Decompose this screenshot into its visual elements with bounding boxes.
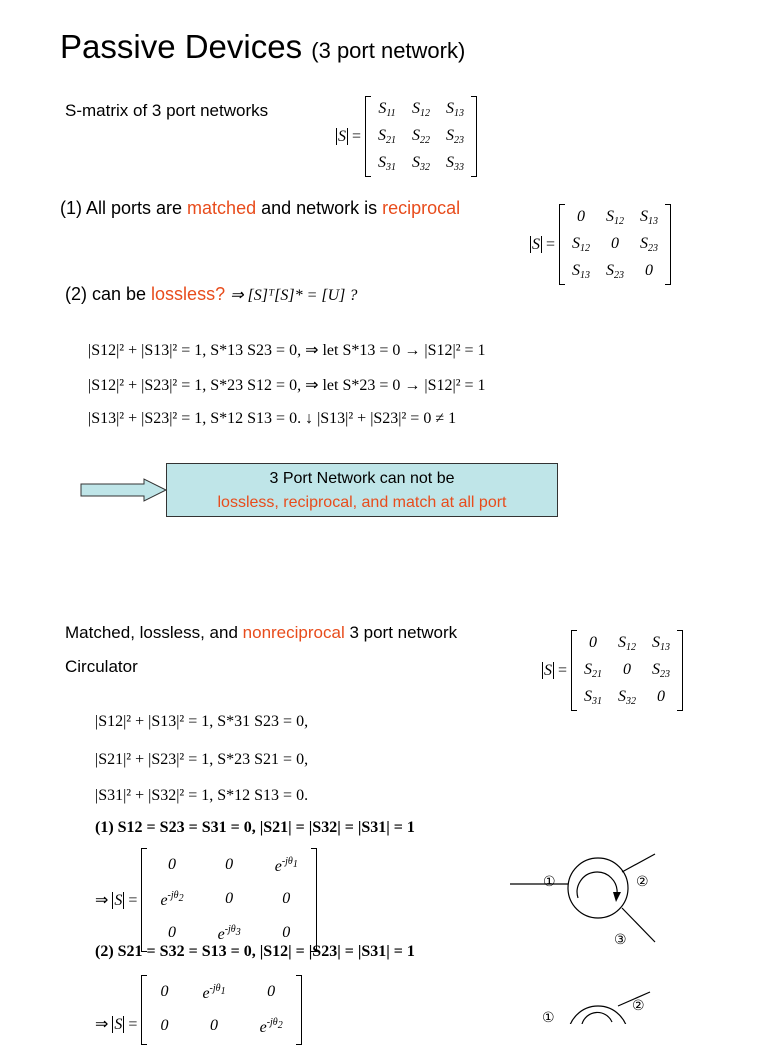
cond1-prefix: (1) All ports are bbox=[60, 198, 188, 218]
recip-cell-11: 0 bbox=[577, 208, 586, 225]
title-sub: (3 port network) bbox=[311, 38, 466, 63]
circ-cell-31: $S_{31}$ bbox=[584, 688, 603, 707]
right-arrow-icon bbox=[80, 478, 170, 504]
cond1-mid: and network is bbox=[256, 198, 383, 218]
recip-cell-21: $S_{12}$ bbox=[572, 235, 591, 254]
case1-s-matrix: ⇒ S = 0 0 $e^{-j\theta_1}$ $e^{-j\theta_2}$ 0 0 0 $e^{-j\theta_3}$ 0 bbox=[95, 848, 317, 952]
recip-cell-23: $S_{23}$ bbox=[640, 235, 659, 254]
recip-cell-33: 0 bbox=[645, 262, 654, 279]
cond1-reciprocal: reciprocal bbox=[382, 198, 461, 218]
circ-cell-12: $S_{12}$ bbox=[618, 634, 637, 653]
equation-1: |S12|² + |S13|² = 1, S*13 S23 = 0, ⇒ let S*13 = 0 → |S12|² = 1 bbox=[88, 342, 486, 359]
case1-cell-32: $e^{-j\theta_3}$ bbox=[217, 924, 241, 943]
smatrix-label: S-matrix of 3 port networks bbox=[65, 101, 269, 120]
circ-cell-32: $S_{32}$ bbox=[618, 688, 637, 707]
case1-cell-23: 0 bbox=[282, 890, 291, 907]
case-1: (1) S12 = S23 = S31 = 0, |S21| = |S32| = |S31| = 1 bbox=[95, 819, 415, 836]
port-2-label: ② bbox=[636, 874, 649, 890]
case1-cell-22: 0 bbox=[225, 890, 234, 907]
circ-equation-2: |S21|² + |S23|² = 1, S*23 S21 = 0, bbox=[95, 751, 309, 768]
equation-2: |S12|² + |S23|² = 1, S*23 S12 = 0, ⇒ let S*23 = 0 → |S12|² = 1 bbox=[88, 377, 486, 394]
case2-cell-23: $e^{-j\theta_2}$ bbox=[259, 1017, 283, 1036]
recip-cell-31: $S_{13}$ bbox=[572, 262, 591, 281]
heading-prefix: Matched, lossless, and bbox=[65, 623, 243, 642]
condition-1 bbox=[60, 198, 460, 219]
case2-s-matrix: ⇒ S = 0 $e^{-j\theta_1}$ 0 0 0 $e^{-j\theta_2}$ bbox=[95, 975, 302, 1045]
circ-cell-22: 0 bbox=[623, 661, 632, 678]
cond1-matched: matched bbox=[187, 198, 257, 218]
case2-cell-22: 0 bbox=[210, 1017, 218, 1034]
case1-cell-21: $e^{-j\theta_2}$ bbox=[160, 890, 184, 909]
circulator-diagram-1 bbox=[510, 850, 660, 950]
general-cell-13: $S_{13}$ bbox=[446, 100, 465, 119]
circ-cell-11: 0 bbox=[589, 634, 598, 651]
case1-cell-11: 0 bbox=[168, 856, 176, 873]
heading-suffix: 3 port network bbox=[344, 623, 458, 642]
general-cell-31: $S_{31}$ bbox=[378, 154, 397, 173]
general-cell-12: $S_{12}$ bbox=[412, 100, 431, 119]
recip-cell-22: 0 bbox=[611, 235, 620, 252]
case2-cell-12: $e^{-j\theta_1}$ bbox=[202, 983, 226, 1002]
port-1-label: ① bbox=[543, 874, 556, 890]
general-cell-11: $S_{11}$ bbox=[378, 100, 396, 119]
recip-cell-12: $S_{12}$ bbox=[606, 208, 625, 227]
title-main: Passive Devices bbox=[60, 28, 303, 65]
general-s-matrix: S = $S_{11}$ $S_{12}$ $S_{13}$ $S_{21}$ $S_{22}$ $S_{23}$ $S_{31}$ $S_{32}$ $S_{33}$ bbox=[336, 96, 477, 177]
general-cell-21: $S_{21}$ bbox=[378, 127, 397, 146]
case1-cell-12: 0 bbox=[225, 856, 234, 873]
case2-cell-13: 0 bbox=[267, 983, 276, 1000]
recip-cell-32: $S_{23}$ bbox=[606, 262, 625, 281]
reciprocal-s-matrix: S = 0 $S_{12}$ $S_{13}$ $S_{12}$ 0 $S_{23}$ $S_{13}$ $S_{23}$ 0 bbox=[530, 204, 671, 285]
circ-equation-1: |S12|² + |S13|² = 1, S*31 S23 = 0, bbox=[95, 713, 309, 730]
general-cell-32: $S_{32}$ bbox=[412, 154, 431, 173]
general-cell-23: $S_{23}$ bbox=[446, 127, 465, 146]
callout-line-2: lossless, reciprocal, and match at all port bbox=[217, 494, 507, 511]
circulator-s-matrix: S = 0 $S_{12}$ $S_{13}$ $S_{21}$ 0 $S_{23}$ $S_{31}$ $S_{32}$ 0 bbox=[542, 630, 683, 711]
general-cell-22: $S_{22}$ bbox=[412, 127, 431, 146]
callout-box bbox=[166, 463, 558, 517]
circ-equation-3: |S31|² + |S32|² = 1, S*12 S13 = 0. bbox=[95, 787, 309, 804]
circ-cell-21: $S_{21}$ bbox=[584, 661, 603, 680]
cond2-prefix: (2) can be bbox=[65, 284, 152, 304]
port-2-label-2: ② bbox=[632, 998, 645, 1014]
case1-cell-31: 0 bbox=[168, 924, 176, 941]
section2-heading bbox=[65, 623, 457, 643]
case2-cell-11: 0 bbox=[160, 983, 169, 1000]
heading-nonreciprocal: nonreciprocal bbox=[242, 623, 345, 642]
case1-cell-13: $e^{-j\theta_1}$ bbox=[274, 856, 298, 875]
general-cell-33: $S_{33}$ bbox=[446, 154, 465, 173]
recip-cell-13: $S_{13}$ bbox=[640, 208, 659, 227]
port-3-label: ③ bbox=[614, 932, 627, 948]
case-2: (2) S21 = S32 = S13 = 0, |S12| = |S23| = |S31| = 1 bbox=[95, 943, 415, 960]
page-title bbox=[60, 28, 465, 66]
cond2-lossless: lossless? bbox=[151, 284, 226, 304]
callout-line-1: 3 Port Network can not be bbox=[269, 470, 455, 487]
circulator-diagram-2 bbox=[530, 990, 670, 1024]
case1-cell-33: 0 bbox=[282, 924, 291, 941]
circ-cell-13: $S_{13}$ bbox=[652, 634, 671, 653]
equation-3: |S13|² + |S23|² = 1, S*12 S13 = 0. ↓ |S13|² + |S23|² = 0 ≠ 1 bbox=[88, 410, 457, 427]
case2-cell-21: 0 bbox=[160, 1017, 169, 1034]
cond2-equation: ⇒ [S]ᵀ[S]* = [U] ? bbox=[230, 287, 358, 304]
circ-cell-33: 0 bbox=[657, 688, 666, 705]
circ-cell-23: $S_{23}$ bbox=[652, 661, 671, 680]
circulator-label: Circulator bbox=[65, 657, 138, 676]
port-1-label-2: ① bbox=[542, 1010, 555, 1024]
condition-2 bbox=[65, 284, 357, 305]
